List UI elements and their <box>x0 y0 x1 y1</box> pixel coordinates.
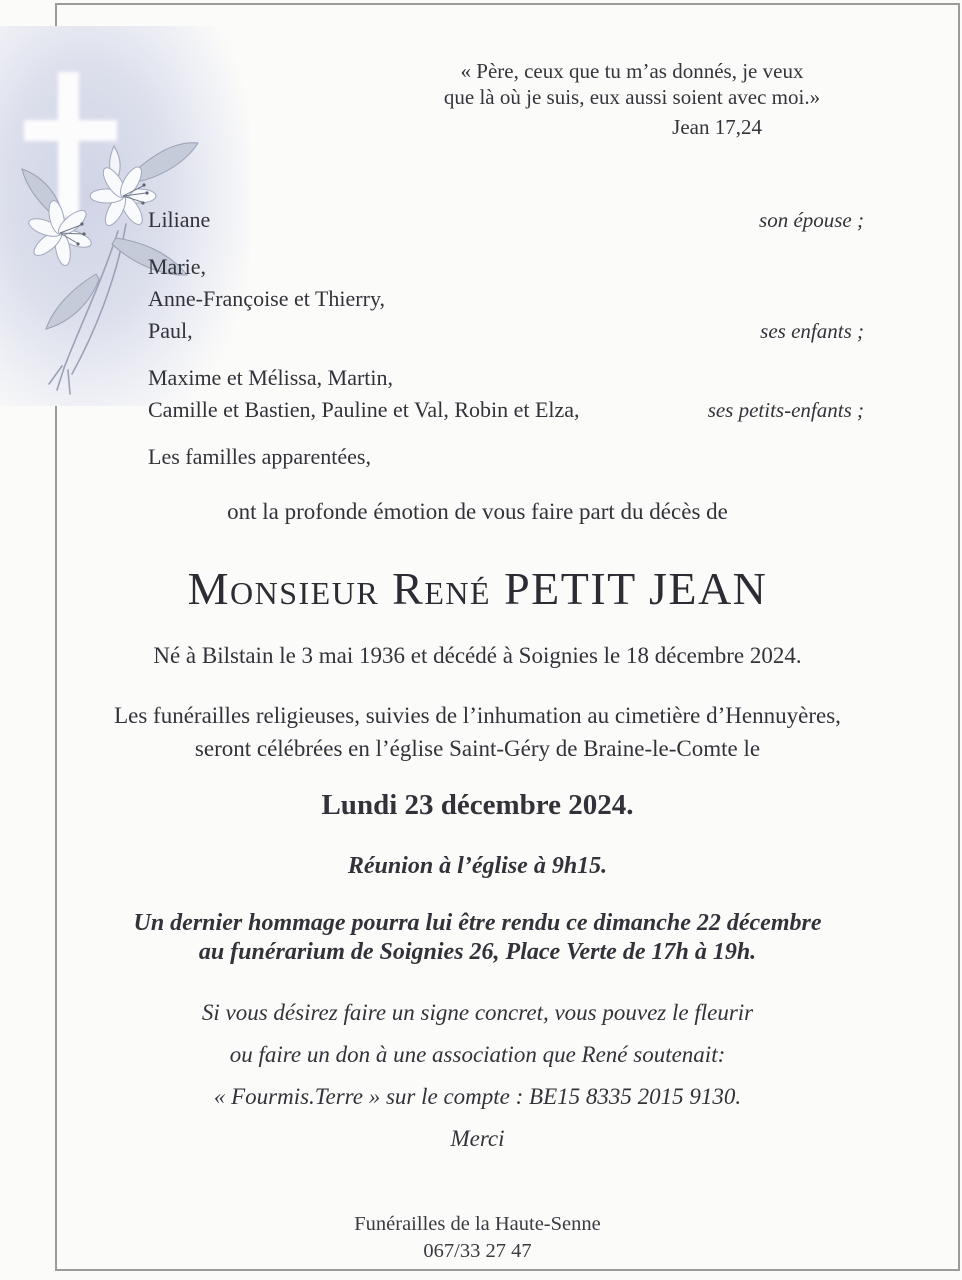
quote-line-2: que là où je suis, eux aussi soient avec moi.» <box>443 85 821 109</box>
funeral-home-footer <box>55 1211 900 1265</box>
family-member: Marie, <box>148 254 207 279</box>
quote-citation: Jean 17,24 <box>672 115 762 139</box>
donation-line-1: Si vous désirez faire un signe concret, vous pouvez le fleurir <box>201 1000 754 1025</box>
funeral-info-line-2: seront célébrées en l’église Saint-Géry de Braine-le-Comte le <box>194 736 761 761</box>
church-meeting-line: Réunion à l’église à 9h15. <box>347 853 608 879</box>
deceased-surname: PETIT JEAN <box>504 563 768 614</box>
quote-line-1: « Père, ceux que tu m’as donnés, je veux <box>460 59 804 83</box>
family-group-children <box>148 251 900 347</box>
deceased-title-prefix: Monsieur René <box>187 563 492 614</box>
relation-label-grandchildren: ses petits-enfants ; <box>707 398 864 422</box>
donation-account-line: « Fourmis.Terre » sur le compte : BE15 8335 2015 9130. <box>213 1084 742 1109</box>
funeral-date: Lundi 23 décembre 2024. <box>321 789 634 821</box>
family-group-spouse <box>148 204 900 236</box>
funeral-home-name: Funérailles de la Haute-Senne <box>354 1213 601 1235</box>
relation-label-children: ses enfants ; <box>760 319 864 343</box>
family-group-relatives <box>148 441 900 473</box>
family-member: Anne-Françoise et Thierry, <box>148 286 386 311</box>
tribute-info <box>55 909 900 967</box>
family-member: Liliane <box>148 207 211 232</box>
card-content <box>55 3 960 1271</box>
tribute-line-1: Un dernier hommage pourra lui être rendu ce dimanche 22 décembre <box>133 910 822 936</box>
family-list <box>55 204 900 473</box>
deceased-name <box>55 563 900 615</box>
scripture-quote <box>442 58 822 140</box>
funeral-home-phone: 067/33 27 47 <box>423 1240 532 1262</box>
tribute-line-2: au funérarium de Soignies 26, Place Verte de 17h à 19h. <box>198 939 757 965</box>
family-member: Les familles apparentées, <box>148 444 371 469</box>
funeral-info-line-1: Les funérailles religieuses, suivies de l’inhumation au cimetière d’Hennuyères, <box>114 703 841 728</box>
birth-death-line: Né à Bilstain le 3 mai 1936 et décédé à Soignies le 18 décembre 2024. <box>153 643 802 668</box>
family-group-grandchildren <box>148 362 900 426</box>
donation-line-2: ou faire un don à une association que René soutenait: <box>229 1042 726 1067</box>
family-member: Maxime et Mélissa, Martin, <box>148 365 394 390</box>
announcement-line: ont la profonde émotion de vous faire part du décès de <box>227 499 728 524</box>
donation-info <box>55 999 900 1153</box>
relation-label-spouse: son épouse ; <box>759 208 864 232</box>
funeral-info <box>55 699 900 765</box>
family-member: Camille et Bastien, Pauline et Val, Robin et Elza, <box>148 397 580 422</box>
family-member: Paul, <box>148 318 193 343</box>
thanks-line: Merci <box>450 1126 505 1151</box>
